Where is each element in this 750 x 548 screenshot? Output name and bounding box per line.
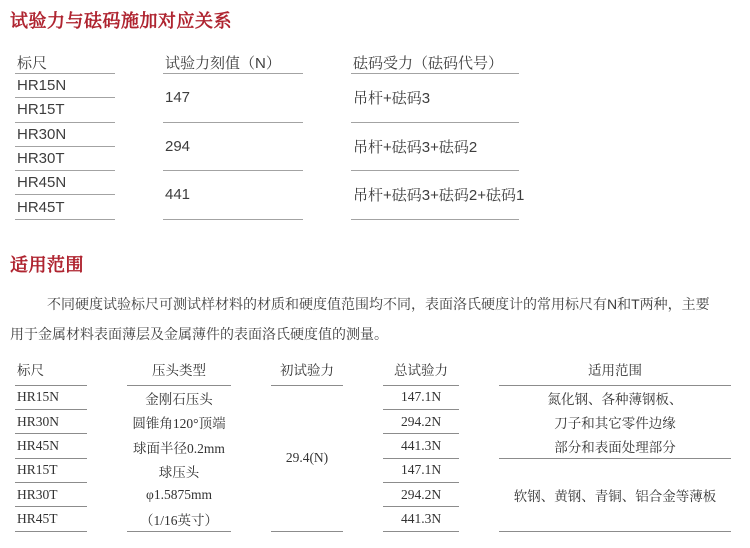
t2-indenter-cell: 圆锥角120°顶端 bbox=[132, 416, 226, 432]
t1-scale-cell: HR15N bbox=[15, 74, 115, 98]
t2-application-line: 氮化钢、各种薄钢板、 bbox=[547, 391, 683, 407]
intro-paragraph: 不同硬度试验标尺可测试样材料的材质和硬度值范围均不同，表面洛氏硬度计的常用标尺有N和T两种，主要用于金属材料表面薄层及金属薄件的表面洛氏硬度值的测量。 bbox=[10, 295, 710, 342]
t1-force-cell: 441 bbox=[163, 171, 303, 220]
scale-spec-table bbox=[15, 363, 740, 532]
t2-total-force-cell: 294.2N bbox=[383, 483, 459, 507]
t1-scale-cell: HR30T bbox=[15, 147, 115, 171]
t2-application-group2: 软钢、黄钢、青铜、铝合金等薄板 bbox=[499, 459, 731, 532]
t1-weight-cell: 吊杆+砝码3 bbox=[351, 74, 519, 123]
t2-initial-force-header: 初试验力 bbox=[271, 363, 343, 386]
t2-total-force-cell: 441.3N bbox=[383, 507, 459, 531]
t2-scale-cell: HR45N bbox=[15, 434, 87, 458]
t1-scale-cell: HR15T bbox=[15, 98, 115, 122]
section1-title: 试验力与砝码施加对应关系 bbox=[10, 11, 232, 31]
t2-total-force-cell: 441.3N bbox=[383, 434, 459, 458]
t2-scale-cell: HR30N bbox=[15, 410, 87, 434]
t2-application-line: 刀子和其它零件边缘 bbox=[554, 415, 676, 431]
t1-force-cell: 147 bbox=[163, 74, 303, 123]
t2-scale-cell: HR30T bbox=[15, 483, 87, 507]
t2-total-force-cell: 147.1N bbox=[383, 386, 459, 410]
t2-scale-cell: HR45T bbox=[15, 507, 87, 531]
t1-weight-cell: 吊杆+砝码3+砝码2+砝码1 bbox=[351, 171, 519, 220]
force-weight-table bbox=[15, 55, 740, 220]
t2-total-force-header: 总试验力 bbox=[383, 363, 459, 386]
t2-application-line: 部分和表面处理部分 bbox=[554, 439, 676, 455]
t1-weight-header: 砝码受力（砝码代号） bbox=[351, 55, 519, 74]
t2-initial-force-cell: 29.4(N) bbox=[271, 386, 343, 532]
t1-force-header: 试验力刻值（N） bbox=[163, 55, 303, 74]
t2-indenter-cell: 金刚石压头 bbox=[145, 391, 213, 407]
t2-total-force-cell: 147.1N bbox=[383, 459, 459, 483]
t1-scale-cell: HR30N bbox=[15, 123, 115, 147]
t1-force-cell: 294 bbox=[163, 123, 303, 172]
t2-total-force-cell: 294.2N bbox=[383, 410, 459, 434]
t1-scale-header: 标尺 bbox=[15, 55, 115, 74]
t2-indenter-header: 压头类型 bbox=[127, 363, 231, 386]
t2-scale-cell: HR15N bbox=[15, 386, 87, 410]
t2-application-group1 bbox=[499, 386, 731, 459]
t2-scale-header: 标尺 bbox=[15, 363, 87, 386]
t2-indenter-cell: 球面半径0.2mm bbox=[133, 440, 225, 456]
t2-scale-cell: HR15T bbox=[15, 459, 87, 483]
t2-indenter-cell: φ1.5875mm bbox=[146, 487, 212, 503]
section2-title: 适用范围 bbox=[10, 254, 84, 275]
t2-indenter-cell: 球压头 bbox=[158, 464, 200, 480]
t2-application-header: 适用范围 bbox=[499, 363, 731, 386]
t1-scale-cell: HR45N bbox=[15, 171, 115, 195]
t1-weight-cell: 吊杆+砝码3+砝码2 bbox=[351, 123, 519, 172]
t2-indenter-cell: （1/16英寸） bbox=[127, 507, 231, 531]
t1-scale-cell: HR45T bbox=[15, 195, 115, 219]
